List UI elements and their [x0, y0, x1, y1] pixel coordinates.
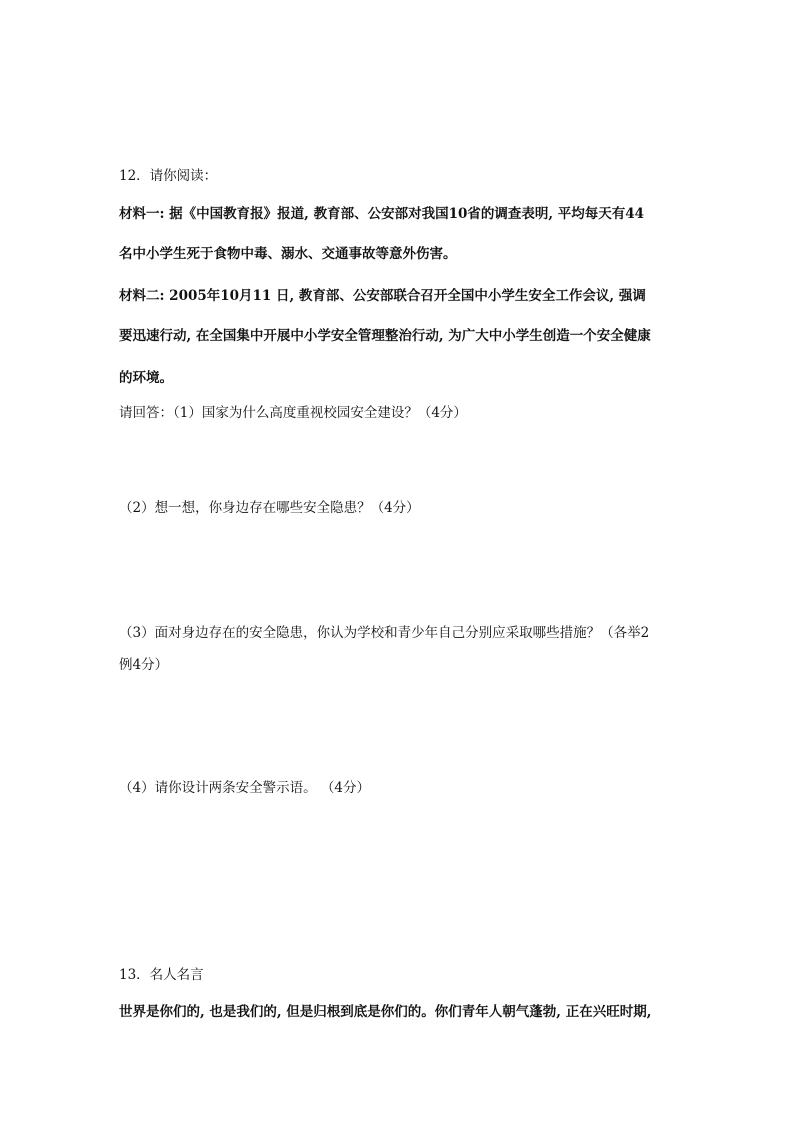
material1-line2: 名中小学生死于食物中毒、溺水、交通事故等意外伤害。	[119, 246, 457, 262]
question-1: 请回答：（1）国家为什么高度重视校园安全建设？（4分）	[119, 405, 467, 421]
question-3-line1: （3）面对身边存在的安全隐患，你认为学校和青少年自己分别应采取哪些措施？（各举2	[119, 625, 650, 641]
material2-line3: 的环境。	[119, 370, 173, 386]
q13-quote-line1: 世界是你们的, 也是我们的, 但是归根到底是你们的。你们青年人朝气蓬勃, 正在兴旺时期,	[119, 1004, 652, 1020]
q13-heading: 13．名人名言	[119, 967, 204, 983]
question-3-line2: 例4分）	[119, 657, 169, 673]
q12-heading: 12．请你阅读：	[119, 168, 218, 184]
material1-line1: 材料一: 据《中国教育报》报道, 教育部、公安部对我国10省的调查表明, 平均每天有44	[119, 206, 645, 222]
material2-line1: 材料二: 2005年10月11 日, 教育部、公安部联合召开全国中小学生安全工作会议, 强调	[119, 288, 646, 304]
material2-line2: 要迅速行动, 在全国集中开展中小学安全管理整治行动, 为广大中小学生创造一个安全健康	[119, 328, 651, 344]
question-4: （4）请你设计两条安全警示语。 （4分）	[119, 780, 370, 796]
question-2: （2）想一想，你身边存在哪些安全隐患？（4分）	[119, 500, 420, 516]
